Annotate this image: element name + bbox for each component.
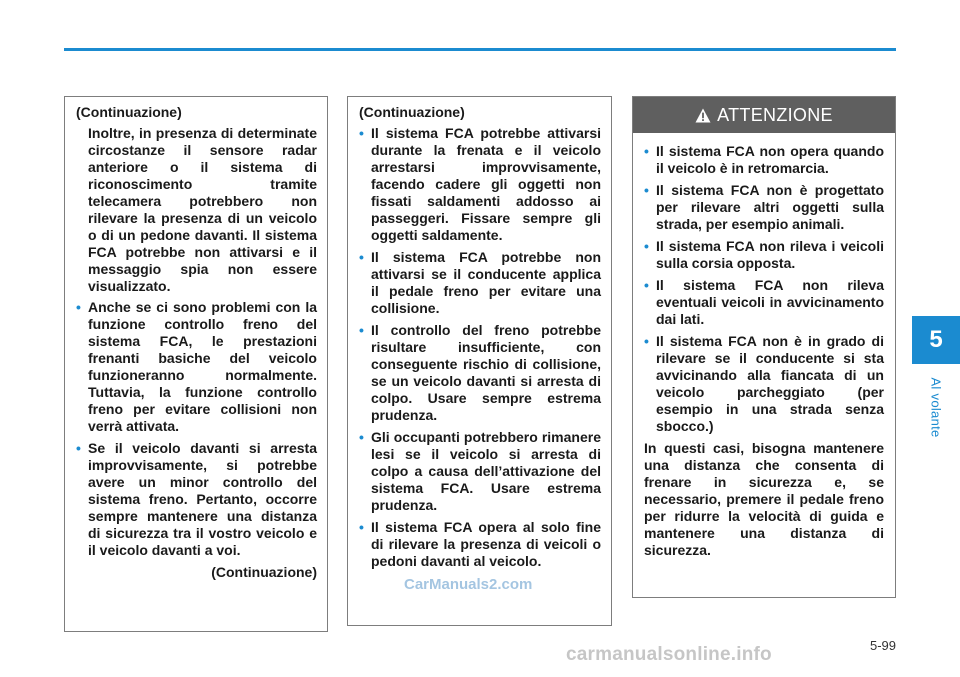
page-number: 5-99 <box>869 638 896 653</box>
list-item: • Il sistema FCA non rileva i veicoli sulla corsia opposta. <box>644 238 884 271</box>
list-item: • Anche se ci sono problemi con la funzione controllo freno del sistema FCA, le prestazioni frenanti basiche del veicolo funzioneranno normalmente. Tuttavia, la funzione controllo freno per evitare collisioni non verrà attivata. <box>76 299 317 434</box>
bullet-dot-icon: • <box>644 143 649 159</box>
bullet-list <box>76 299 317 559</box>
bullet-dot-icon: • <box>359 519 364 535</box>
list-item: • Il sistema FCA potrebbe attivarsi durante la frenata e il veicolo arrestarsi improvvisamente, facendo cadere gli oggetti non fissati saldamenti addosso ai passeggeri. Fissare sempre gli oggetti saldamente. <box>359 125 601 243</box>
bullet-dot-icon: • <box>359 322 364 338</box>
bullet-dot-icon: • <box>644 277 649 293</box>
top-rule <box>64 48 896 51</box>
bullet-dot-icon: • <box>359 249 364 265</box>
watermark-footer: carmanualsonline.info <box>566 644 772 665</box>
bullet-dot-icon: • <box>644 238 649 254</box>
list-item: • Il sistema FCA potrebbe non attivarsi se il conducente applica il pedale freno per evitare una collisione. <box>359 249 601 316</box>
continuation-footer: (Continuazione) <box>211 564 317 580</box>
warning-title: ATTENZIONE <box>717 104 833 125</box>
continuation-header: (Continuazione) <box>359 104 465 120</box>
warning-box <box>632 96 896 598</box>
bullet-dot-icon: • <box>644 333 649 349</box>
bullet-dot-icon: • <box>644 182 649 198</box>
bullet-dot-icon: • <box>76 299 81 315</box>
intro-paragraph: Inoltre, in presenza di determinate circostanze il sensore radar anteriore o il sistema di riconoscimento tramite telecamera potrebbero non rilevare la presenza di un veicolo o di un pedone davanti. Il sistema FCA potrebbe non attivarsi e il messaggio spia non essere visualizzato. <box>88 125 317 294</box>
bullet-dot-icon: • <box>76 440 81 456</box>
warning-body <box>633 133 895 559</box>
list-item: • Il sistema FCA non rileva eventuali veicoli in avvicinamento dai lati. <box>644 277 884 327</box>
list-item: • Il sistema FCA non opera quando il veicolo è in retromarcia. <box>644 143 884 176</box>
list-item: • Se il veicolo davanti si arresta improvvisamente, si potrebbe avere un minor controllo del sistema freno. Pertanto, occorre sempre mantenere una distanza di sicurezza tra il vostro veicolo e il veicolo davanti a voi. <box>76 440 317 558</box>
chapter-title: Al volante <box>928 376 944 438</box>
warning-triangle-icon <box>695 108 711 123</box>
bullet-list <box>359 125 601 570</box>
list-item: • Il sistema FCA non è in grado di rilevare se il conducente si sta avvicinando alla fiancata di un veicolo parcheggiato (per esempio in una strada senza sbocco.) <box>644 333 884 434</box>
bullet-dot-icon: • <box>359 125 364 141</box>
chapter-number-tab: 5 <box>912 316 960 364</box>
closing-paragraph: In questi casi, bisogna mantenere una distanza che consenta di frenare in sicurezza e, se necessario, premere il pedale freno per ridurre la velocità di guida e mantenere una distanza di sicurezza. <box>644 440 884 558</box>
warning-header <box>633 97 895 133</box>
bullet-dot-icon: • <box>359 429 364 445</box>
list-item: • Il sistema FCA non è progettato per rilevare altri oggetti sulla strada, per esempio animali. <box>644 182 884 232</box>
bullet-list <box>644 143 884 435</box>
content-box-middle <box>347 96 612 626</box>
continuation-header: (Continuazione) <box>76 104 182 120</box>
list-item: • Il controllo del freno potrebbe risultare insufficiente, con conseguente rischio di collisione, se un veicolo davanti si arresta di colpo. Usare sempre estrema prudenza. <box>359 322 601 423</box>
content-box-left <box>64 96 328 632</box>
watermark-text: CarManuals2.com <box>404 576 533 593</box>
list-item: • Il sistema FCA opera al solo fine di rilevare la presenza di veicoli o pedoni davanti al veicolo. <box>359 519 601 569</box>
list-item: • Gli occupanti potrebbero rimanere lesi se il veicolo si arresta di colpo a causa dell’attivazione del sistema FCA. Usare estrema prudenza. <box>359 429 601 513</box>
